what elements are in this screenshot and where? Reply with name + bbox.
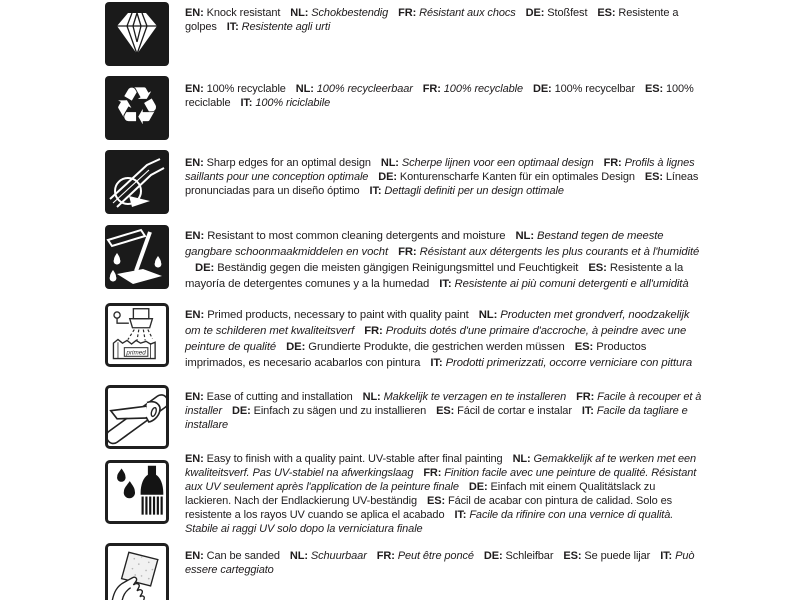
lang-text: Sharp edges for an optimal design — [203, 157, 371, 169]
lang-text: Produits dotés d'une primaire d'accroche, à peindre avec une peinture de qualité — [185, 325, 687, 353]
lang-text: Resistant to most common cleaning detergents and moisture — [204, 230, 506, 242]
lang-label: DE: — [231, 405, 251, 417]
lang-label: IT: — [226, 21, 239, 33]
lang-text: Resistente a golpes — [185, 7, 679, 33]
lang-text: Può essere carteggiato — [185, 550, 695, 576]
lang-label: EN: — [185, 230, 205, 242]
lang-text: Résistant aux détergents les plus courants et à l'humidité — [416, 246, 700, 258]
paint-brush-icon — [105, 460, 169, 524]
lang-label: EN: — [185, 453, 204, 465]
lang-text: Peut être poncé — [394, 550, 474, 562]
lang-text: Resistente agli urti — [238, 21, 331, 33]
lang-label: FR: — [398, 7, 417, 19]
lang-label: ES: — [644, 171, 663, 183]
lang-label: FR: — [376, 550, 395, 562]
lang-label: FR: — [398, 246, 417, 258]
lang-label: IT: — [660, 550, 673, 562]
feature-text-sharp-edges — [185, 156, 702, 198]
lang-text: Resistente ai più comuni detergenti e all'umidità — [451, 278, 689, 290]
lang-label: ES: — [597, 7, 616, 19]
lang-text: Schuurbaar — [307, 550, 367, 562]
lang-label: DE: — [468, 481, 488, 493]
recycle-icon: ♻ — [105, 76, 169, 140]
lang-label: IT: — [240, 97, 253, 109]
sharp-edges-icon — [105, 150, 169, 214]
lang-text: Easy to finish with a quality paint. UV-stable after final painting — [203, 453, 503, 465]
lang-label: EN: — [185, 7, 204, 19]
lang-label: IT: — [430, 357, 443, 369]
lang-text: Bestand tegen de meeste gangbare schoonmaakmiddelen en vocht — [185, 230, 664, 258]
lang-text: Konturenscharfe Kanten für ein optimales Design — [396, 171, 635, 183]
lang-label: NL: — [515, 230, 534, 242]
feature-text-uv-finish — [185, 452, 702, 536]
lang-text: 100% recycelbar — [551, 83, 636, 95]
lang-text: Einfach mit einem Qualitätslack zu lackieren. Nach der Endlackierung UV-beständig — [185, 481, 656, 507]
lang-text: Profils à lignes saillants pour une conception optimale — [185, 157, 695, 183]
lang-label: IT: — [581, 405, 594, 417]
lang-label: NL: — [512, 453, 531, 465]
lang-label: ES: — [427, 495, 446, 507]
lang-label: ES: — [574, 341, 594, 353]
lang-label: EN: — [185, 391, 204, 403]
lang-text: Grundierte Produkte, die gestrichen werden müssen — [305, 341, 565, 353]
lang-label: DE: — [195, 262, 215, 274]
lang-label: DE: — [532, 83, 552, 95]
feature-text-recyclable — [185, 82, 702, 110]
lang-label: EN: — [185, 157, 204, 169]
feature-text-knock-resistant — [185, 6, 702, 34]
lang-text: 100% recyclable — [440, 83, 523, 95]
lang-text: 100% recyclable — [203, 83, 286, 95]
lang-text: Knock resistant — [203, 7, 281, 19]
lang-label: DE: — [483, 550, 503, 562]
feature-text-primed-products — [185, 307, 702, 371]
diamond-icon — [105, 2, 169, 66]
lang-label: NL: — [295, 83, 314, 95]
lang-text: Se puede lijar — [581, 550, 651, 562]
lang-label: NL: — [478, 309, 498, 321]
primer-spray-icon — [105, 303, 169, 367]
lang-text: Gemakkelijk af te werken met een kwaliteitsverf. Pas UV-stabiel na afwerkingslaag — [185, 453, 697, 479]
lang-text: Fácil de acabar con pintura de calidad. Solo es resistente a los rayos UV cuando se aplica el acabado — [185, 495, 673, 521]
lang-text: Resistente a la mayoría de detergentes comunes y a la humedad — [185, 262, 684, 290]
lang-label: EN: — [185, 309, 205, 321]
lang-label: NL: — [290, 7, 309, 19]
lang-label: IT: — [369, 185, 382, 197]
lang-text: Schleifbar — [502, 550, 554, 562]
lang-label: FR: — [364, 325, 383, 337]
lang-label: DE: — [525, 7, 545, 19]
lang-label: IT: — [439, 278, 452, 290]
lang-text: Finition facile avec une peinture de qualité. Résistant aux UV seulement après l'application de la peinture finale — [185, 467, 697, 493]
lang-label: DE: — [286, 341, 306, 353]
lang-label: FR: — [422, 83, 441, 95]
lang-label: FR: — [576, 391, 595, 403]
lang-text: Schokbestendig — [308, 7, 389, 19]
lang-label: ES: — [588, 262, 607, 274]
lang-label: EN: — [185, 550, 204, 562]
lang-label: FR: — [603, 157, 622, 169]
lang-text: Dettagli definiti per un design ottimale — [381, 185, 564, 197]
lang-text: Productos imprimados, es necesario acabarlos con pintura — [185, 341, 647, 369]
lang-text: Ease of cutting and installation — [203, 391, 353, 403]
lang-text: 100% reciclable — [185, 83, 694, 109]
lang-label: NL: — [289, 550, 308, 562]
lang-text: Résistant aux chocs — [416, 7, 516, 19]
lang-text: Beständig gegen die meisten gängigen Reinigungsmittel und Feuchtigkeit — [214, 262, 579, 274]
lang-label: FR: — [423, 467, 442, 479]
lang-text: Facile da rifinire con una vernice di qualità. Stabile ai raggi UV solo dopo la verniciatura finale — [185, 509, 674, 535]
mop-cleaning-icon — [105, 225, 169, 289]
feature-text-cutting-installation — [185, 390, 702, 432]
lang-text: Producten met grondverf, noodzakelijk om te schilderen met kwaliteitsverf — [185, 309, 690, 337]
lang-text: Facile à recouper et à installer — [185, 391, 702, 417]
lang-text: 100% riciclabile — [252, 97, 331, 109]
lang-text: Can be sanded — [203, 550, 280, 562]
sanding-hand-icon — [105, 543, 169, 600]
lang-text: Primed products, necessary to paint with quality paint — [204, 309, 469, 321]
lang-label: DE: — [378, 171, 397, 183]
lang-label: ES: — [436, 405, 455, 417]
feature-text-cleaning-resistant — [185, 228, 702, 292]
feature-text-sandable — [185, 549, 702, 577]
lang-label: IT: — [454, 509, 467, 521]
lang-label: NL: — [380, 157, 399, 169]
lang-text: Facile da tagliare e installare — [185, 405, 688, 431]
lang-text: Fácil de cortar e instalar — [454, 405, 572, 417]
lang-label: ES: — [644, 83, 664, 95]
lang-text: Makkelijk te verzagen en te installeren — [380, 391, 567, 403]
lang-label: EN: — [185, 83, 204, 95]
saw-cutting-icon — [105, 385, 169, 449]
lang-label: ES: — [563, 550, 582, 562]
lang-text: Einfach zu sägen und zu installieren — [250, 405, 427, 417]
lang-text: Scherpe lijnen voor een optimaal design — [398, 157, 594, 169]
lang-text: Líneas pronunciadas para un diseño óptimo — [185, 171, 699, 197]
lang-text: Stoßfest — [544, 7, 588, 19]
lang-text: Prodotti primerizzati, occorre verniciare con pittura — [442, 357, 693, 369]
lang-text: 100% recycleerbaar — [313, 83, 413, 95]
svg-text:primed: primed — [126, 349, 146, 357]
lang-label: NL: — [362, 391, 381, 403]
